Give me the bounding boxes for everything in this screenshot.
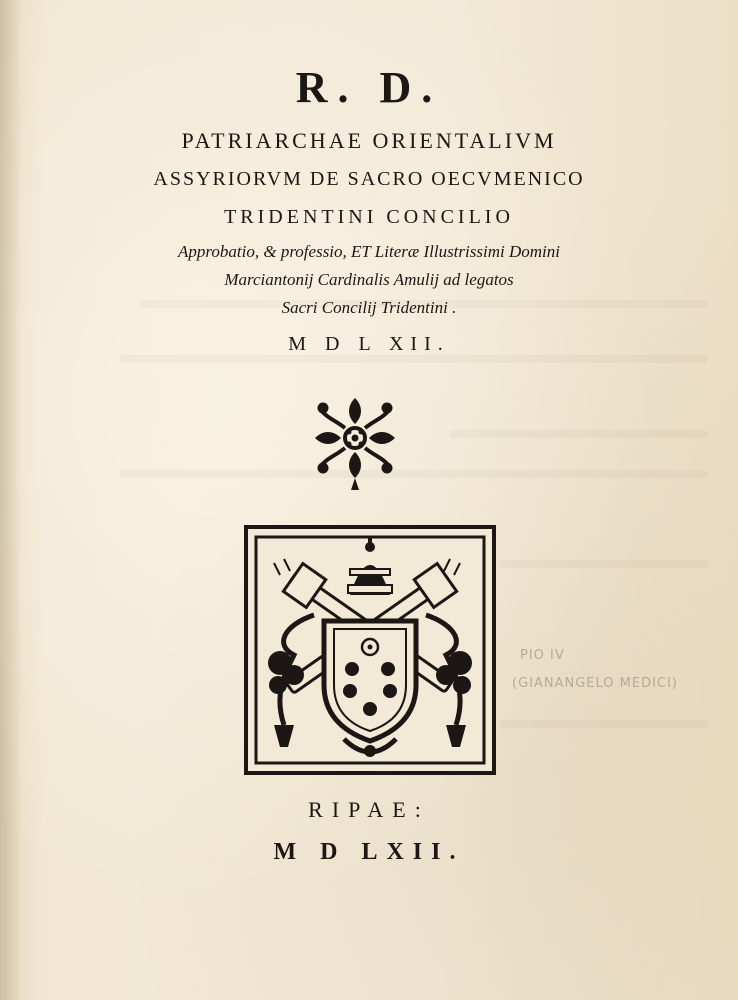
show-through-line (450, 430, 708, 438)
title-line-3: TRIDENTINI CONCILIO (224, 206, 514, 228)
show-through-line (120, 355, 708, 363)
papal-coat-of-arms-icon (244, 525, 496, 775)
show-through-line (500, 720, 708, 728)
title-initials: R. D. (295, 63, 443, 112)
title-line-6: Sacri Concilij Tridentini . (281, 298, 457, 317)
show-through-line (500, 560, 708, 568)
title-line-4: Approbatio, & professio, ET Literæ Illustrissimi Domini (178, 242, 560, 261)
title-line-5: Marciantonij Cardinalis Amulij ad legatos (224, 270, 514, 289)
title-line-1: PATRIARCHAE ORIENTALIVM (181, 128, 557, 153)
pencil-annotation-line-2: (GIANANGELO MEDICI) (512, 676, 678, 691)
date-top: M D L XII. (288, 333, 450, 355)
title-line-2: ASSYRIORVM DE SACRO OECVMENICO (153, 168, 585, 190)
fleuron-ornament-icon (305, 388, 405, 492)
imprint-place: RIPAE: (308, 797, 430, 822)
pencil-annotation-line-1: PIO IV (520, 648, 565, 663)
show-through-line (120, 470, 708, 478)
imprint-date: M D LXII. (273, 839, 465, 865)
